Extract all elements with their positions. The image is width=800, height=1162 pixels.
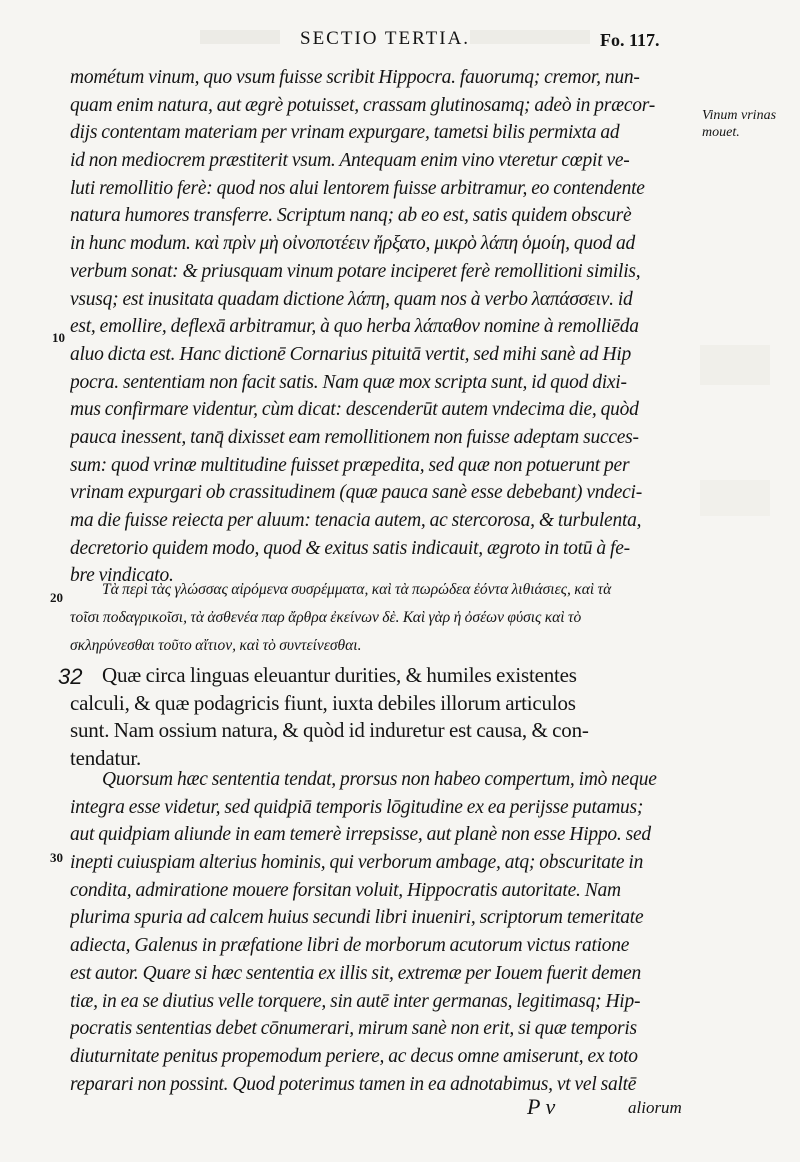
catchword: aliorum [628, 1098, 682, 1117]
aphorism-number: 32 [58, 664, 83, 689]
text-line: decretorio quidem modo, quod & exitus satis indicauit, ægroto in totū à fe- [70, 537, 630, 559]
bleed-through-mark [470, 30, 590, 44]
text-line: tiæ, in ea se diutius velle torquere, sin autē inter germanas, legitimasq; Hip- [70, 990, 641, 1012]
text-line: diuturnitate penitus propemodum periere, ac decus omne amiserunt, ex toto [70, 1045, 638, 1067]
text-line: luti remollitio ferè: quod nos alui lentorem fuisse arbitramur, eo contendente [70, 177, 645, 199]
text-line: id non mediocrem præstiterit vsum. Antequam enim vino vteretur cœpit ve- [70, 150, 630, 172]
latin-aphorism [70, 662, 684, 772]
aphorism-line: tendatur. [70, 745, 142, 770]
text-line: est autor. Quare si hæc sententia ex illis sit, extremæ per Iouem fuerit demen [70, 962, 641, 984]
text-line: natura humores transferre. Scriptum nanq; ab eo est, satis quidem obscurè [70, 205, 632, 227]
line-number: 10 [52, 330, 65, 345]
line-number: 30 [50, 850, 63, 865]
margin-note [702, 107, 776, 141]
signature-mark: P v [527, 1094, 556, 1119]
line-number: 20 [50, 590, 63, 605]
margin-note-line: Vinum vrinas [702, 108, 777, 123]
text-line: sum: quod vrinæ multitudine fuisset præpedita, sed quæ non potuerunt per [70, 454, 630, 476]
text-line: pocra. sententiam non facit satis. Nam quæ mox scripta sunt, id quod dixi- [70, 371, 627, 393]
folio-number: Fo. 117. [600, 30, 660, 50]
text-line: quam enim natura, aut ægrè potuisset, crassam glutinosamq; adeò in præcor- [70, 94, 655, 116]
text-line: pocratis sententias debet cōnumerari, mirum sanè non erit, si quæ temporis [70, 1018, 637, 1040]
margin-note-line: mouet. [702, 125, 740, 140]
text-line: verbum sonat: & priusquam vinum potare inciperet ferè remollitioni similis, [70, 260, 641, 282]
text-line: ma die fuisse reiecta per aluum: tenacia autem, ac stercorosa, & turbulenta, [70, 510, 642, 531]
text-line: integra esse videtur, sed quidpiā temporis lōgitudine ex ea perijsse putamus; [70, 796, 644, 818]
text-line: Quorsum hæc sententia tendat, prorsus non habeo compertum, imò neque [102, 769, 657, 790]
text-line: bre vindicato. [70, 565, 174, 587]
greek-line: Τὰ περὶ τὰς γλώσσας αἰρόμενα συσρέμματα, καὶ τὰ πωρώδεα ἐόντα λιθιάσιες, καὶ τὰ [102, 581, 612, 598]
text-line: mus confirmare videntur, cùm dicat: descenderūt autem vndecima die, quòd [70, 399, 639, 421]
commentary-paragraph-2 [70, 766, 684, 1098]
text-line: inepti cuiuspiam alterius hominis, qui verborum ambage, atq; obscuritate in [70, 852, 644, 874]
text-line: aluo dicta est. Hanc dictionē Cornarius pituitā vertit, sed mihi sanè ad Hip [70, 343, 632, 365]
text-line: condita, admiratione mouere forsitan voluit, Hippocratis autoritate. Nam [70, 879, 621, 901]
aphorism-line: calculi, & quæ podagricis fiunt, iuxta debiles illorum articulos [70, 690, 576, 715]
text-line: aut quidpiam aliunde in eam temerè irrepsisse, aut planè non esse Hippo. sed [70, 824, 651, 846]
aphorism-line: Quæ circa linguas eleuantur durities, & humiles existentes [102, 663, 577, 687]
text-line: est, emollire, deflexā arbitramur, à quo herba λάπαθον nomine à remolliēda [70, 316, 639, 338]
text-line: in hunc modum. καὶ πρὶν μὴ οἰνοποτέειν ἤρξατο, μικρὸ λάπη ὁμοίη, quod ad [70, 233, 636, 255]
bleed-through-mark [700, 345, 770, 385]
greek-line: τοῖσι ποδαγρικοῖσι, τὰ ἀσθενέα παρ ἄρθρα ἐκείνων δὲ. Καὶ γὰρ ἡ ὀσέων φύσις καὶ τὸ [70, 609, 582, 626]
greek-aphorism-text [70, 576, 684, 660]
text-line: vsusq; est inusitata quadam dictione λάπη, quam nos à verbo λαπάσσειν. id [70, 288, 633, 310]
greek-line: σκληρύνεσθαι τοῦτο αἴτιον, καὶ τὸ συντείνεσθαι. [70, 637, 362, 654]
text-line: mométum vinum, quo vsum fuisse scribit Hippocra. fauorumq; cremor, nun- [70, 67, 640, 88]
text-line: pauca inessent, tanq̄ dixisset eam remollitionem non fuisse adeptam succes- [70, 426, 639, 448]
commentary-paragraph [70, 64, 684, 590]
aphorism-line: sunt. Nam ossium natura, & quòd id induretur est causa, & con- [70, 718, 589, 742]
text-line: dijs contentam materiam per vrinam expurgare, tametsi bilis permixta ad [70, 122, 620, 144]
running-head: SECTIO TERTIA. [300, 28, 471, 49]
text-line: reparari non possint. Quod poterimus tamen in ea adnotabimus, vt vel saltē [70, 1073, 637, 1095]
text-line: plurima spuria ad calcem huius secundi libri inueniri, scriptorum temeritate [70, 907, 644, 929]
bleed-through-mark [200, 30, 280, 44]
text-line: vrinam expurgari ob crassitudinem (quæ pauca sanè esse debebant) vndeci- [70, 482, 642, 504]
text-line: adiecta, Galenus in præfatione libri de morborum acutorum victus ratione [70, 935, 630, 957]
bleed-through-mark [700, 480, 770, 516]
